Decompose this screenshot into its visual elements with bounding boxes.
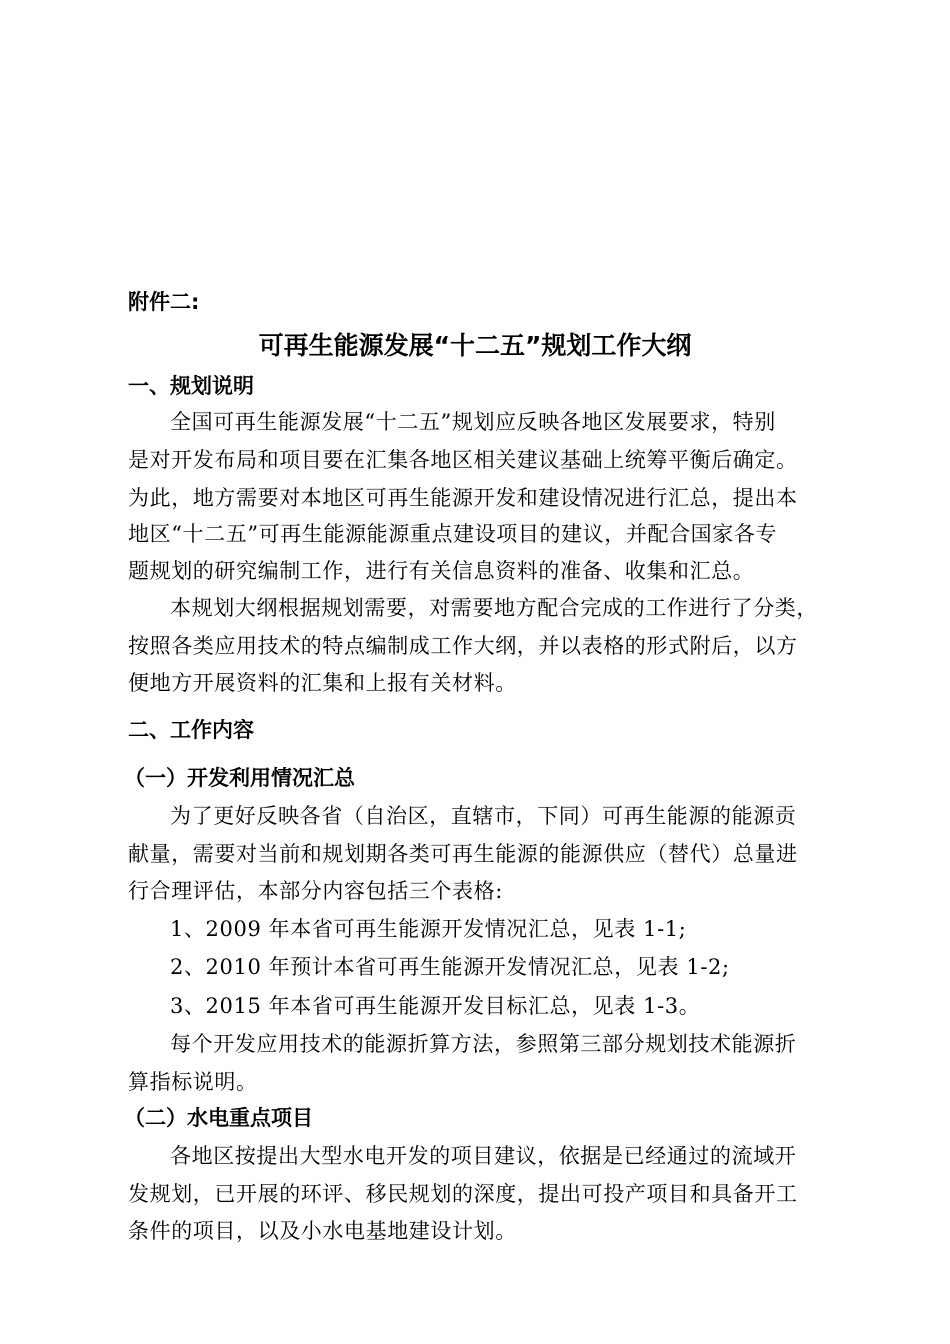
paragraph-line: 各地区按提出大型水电开发的项目建议，依据是已经通过的流域开	[170, 1144, 797, 1168]
paragraph-line: 地区“十二五”可再生能源能源重点建设项目的建议，并配合国家各专	[128, 522, 778, 546]
section-1-heading: 一、规划说明	[128, 374, 254, 398]
list-item: 1、2009 年本省可再生能源开发情况汇总，见表 1-1;	[170, 917, 687, 941]
paragraph-line: 便地方开展资料的汇集和上报有关材料。	[128, 671, 517, 695]
paragraph-line: 全国可再生能源发展“十二五”规划应反映各地区发展要求，特别	[170, 410, 776, 434]
section-2-heading: 二、工作内容	[128, 718, 254, 742]
paragraph-line: 发规划，已开展的环评、移民规划的深度，提出可投产项目和具备开工	[128, 1182, 798, 1206]
list-item: 2、2010 年预计本省可再生能源开发情况汇总，见表 1-2;	[170, 955, 730, 979]
attachment-label: 附件二:	[128, 290, 200, 314]
paragraph-line: 按照各类应用技术的特点编制成工作大纲，并以表格的形式附后，以方	[128, 634, 798, 658]
paragraph-line: 题规划的研究编制工作，进行有关信息资料的准备、收集和汇总。	[128, 559, 755, 583]
paragraph-line: 为了更好反映各省（自治区，直辖市，下同）可再生能源的能源贡	[170, 804, 797, 828]
subsection-2-heading: （二）水电重点项目	[124, 1106, 313, 1130]
paragraph-line: 条件的项目，以及小水电基地建设计划。	[128, 1219, 517, 1243]
paragraph-line: 每个开发应用技术的能源折算方法，参照第三部分规划技术能源折	[170, 1032, 797, 1056]
subsection-1-heading: （一）开发利用情况汇总	[124, 766, 355, 790]
paragraph-line: 献量，需要对当前和规划期各类可再生能源的能源供应（替代）总量进	[128, 842, 798, 866]
paragraph-line: 为此，地方需要对本地区可再生能源开发和建设情况进行汇总，提出本	[128, 486, 798, 510]
paragraph-line: 本规划大纲根据规划需要，对需要地方配合完成的工作进行了分类，	[170, 596, 818, 620]
document-title: 可再生能源发展“十二五”规划工作大纲	[258, 331, 692, 360]
list-item: 3、2015 年本省可再生能源开发目标汇总，见表 1-3。	[170, 994, 701, 1018]
paragraph-line: 算指标说明。	[128, 1070, 258, 1094]
paragraph-line: 行合理评估，本部分内容包括三个表格:	[128, 879, 503, 903]
paragraph-line: 是对开发布局和项目要在汇集各地区相关建议基础上统筹平衡后确定。	[128, 448, 798, 472]
